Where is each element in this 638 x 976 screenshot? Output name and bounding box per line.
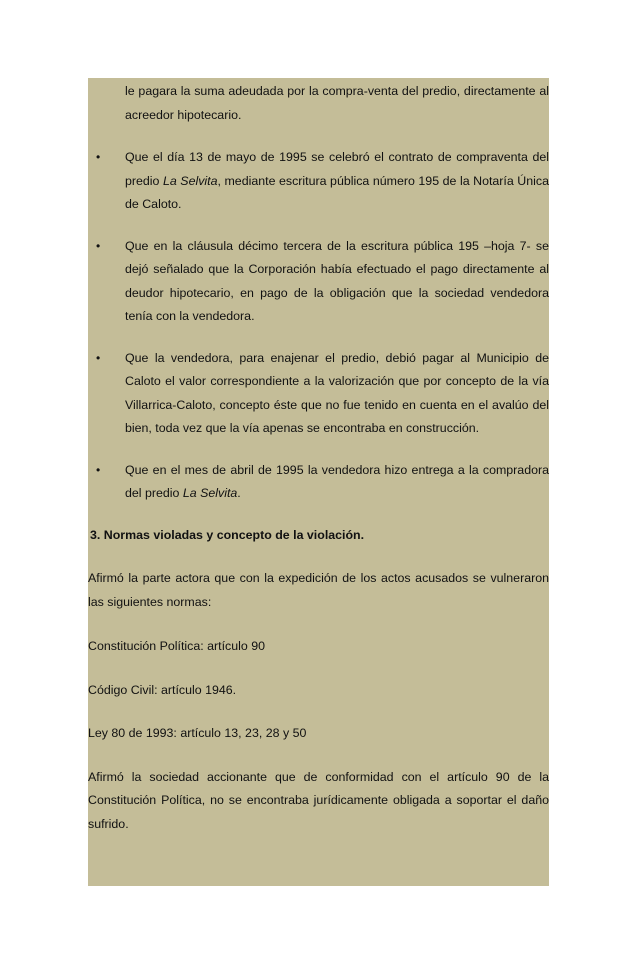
- bullet-text-part: .: [237, 486, 241, 500]
- property-name: La Selvita: [162, 173, 218, 188]
- section-heading: 3. Normas violadas y concepto de la violación.: [90, 527, 365, 542]
- bullet-dot-icon: •: [96, 462, 101, 477]
- bullet-text: [125, 146, 549, 217]
- paragraph: Afirmó la sociedad accionante que de conformidad con el artículo 90 de la Constitución Política, no se encontraba jurídicamente obligada a soportar el daño sufrido.: [88, 769, 549, 831]
- bullet-dot-icon: •: [96, 238, 101, 253]
- bullet-text-part: , mediante escritura pública número 195 de la Notaría Única de Caloto.: [125, 173, 549, 211]
- bullet-dot-icon: •: [96, 150, 101, 164]
- norm-line: Constitución Política: artículo 90: [88, 639, 266, 653]
- norm-line: Código Civil: artículo 1946.: [88, 682, 237, 697]
- norm-line: Ley 80 de 1993: artículo 13, 23, 28 y 50: [88, 726, 307, 740]
- property-name: La Selvita: [182, 486, 238, 500]
- bullet-text: Que en la cláusula décimo tercera de la escritura pública 195 –hoja 7- se dejó señalado que la Corporación había efectuado el pago directamente al deudor hipotecario, en pago de la obligación que la sociedad vendedora tenía con la vendedora.: [125, 238, 549, 323]
- bullet-item: [88, 146, 549, 217]
- bullet-text-part: Que en el mes de abril de 1995 la vendedora hizo entrega a la compradora del predio: [125, 462, 549, 500]
- bullet-text: le pagara la suma adeudada por la compra-venta del predio, directamente al acreedor hipotecario.: [125, 84, 549, 122]
- bullet-item-continued: [88, 80, 549, 127]
- bullet-item: [88, 347, 549, 441]
- facts-bullet-list: [88, 80, 549, 506]
- bullet-text-part: Que el día 13 de mayo de 1995 se celebró el contrato de compraventa del predio: [125, 150, 549, 188]
- document-content: [88, 80, 549, 857]
- bullet-item: [88, 459, 549, 506]
- paragraph: Afirmó la parte actora que con la expedición de los actos acusados se vulneraron las siguientes normas:: [88, 571, 549, 609]
- bullet-text: Que la vendedora, para enajenar el predio, debió pagar al Municipio de Caloto el valor correspondiente a la valorización que por concepto de la vía Villarrica-Caloto, concepto éste que no fue tenido en cuenta en el avalúo del bien, toda vez que la vía apenas se encontraba en construcción.: [125, 350, 549, 435]
- bullet-item: [88, 235, 549, 329]
- bullet-text: [125, 459, 549, 506]
- bullet-dot-icon: •: [96, 350, 101, 365]
